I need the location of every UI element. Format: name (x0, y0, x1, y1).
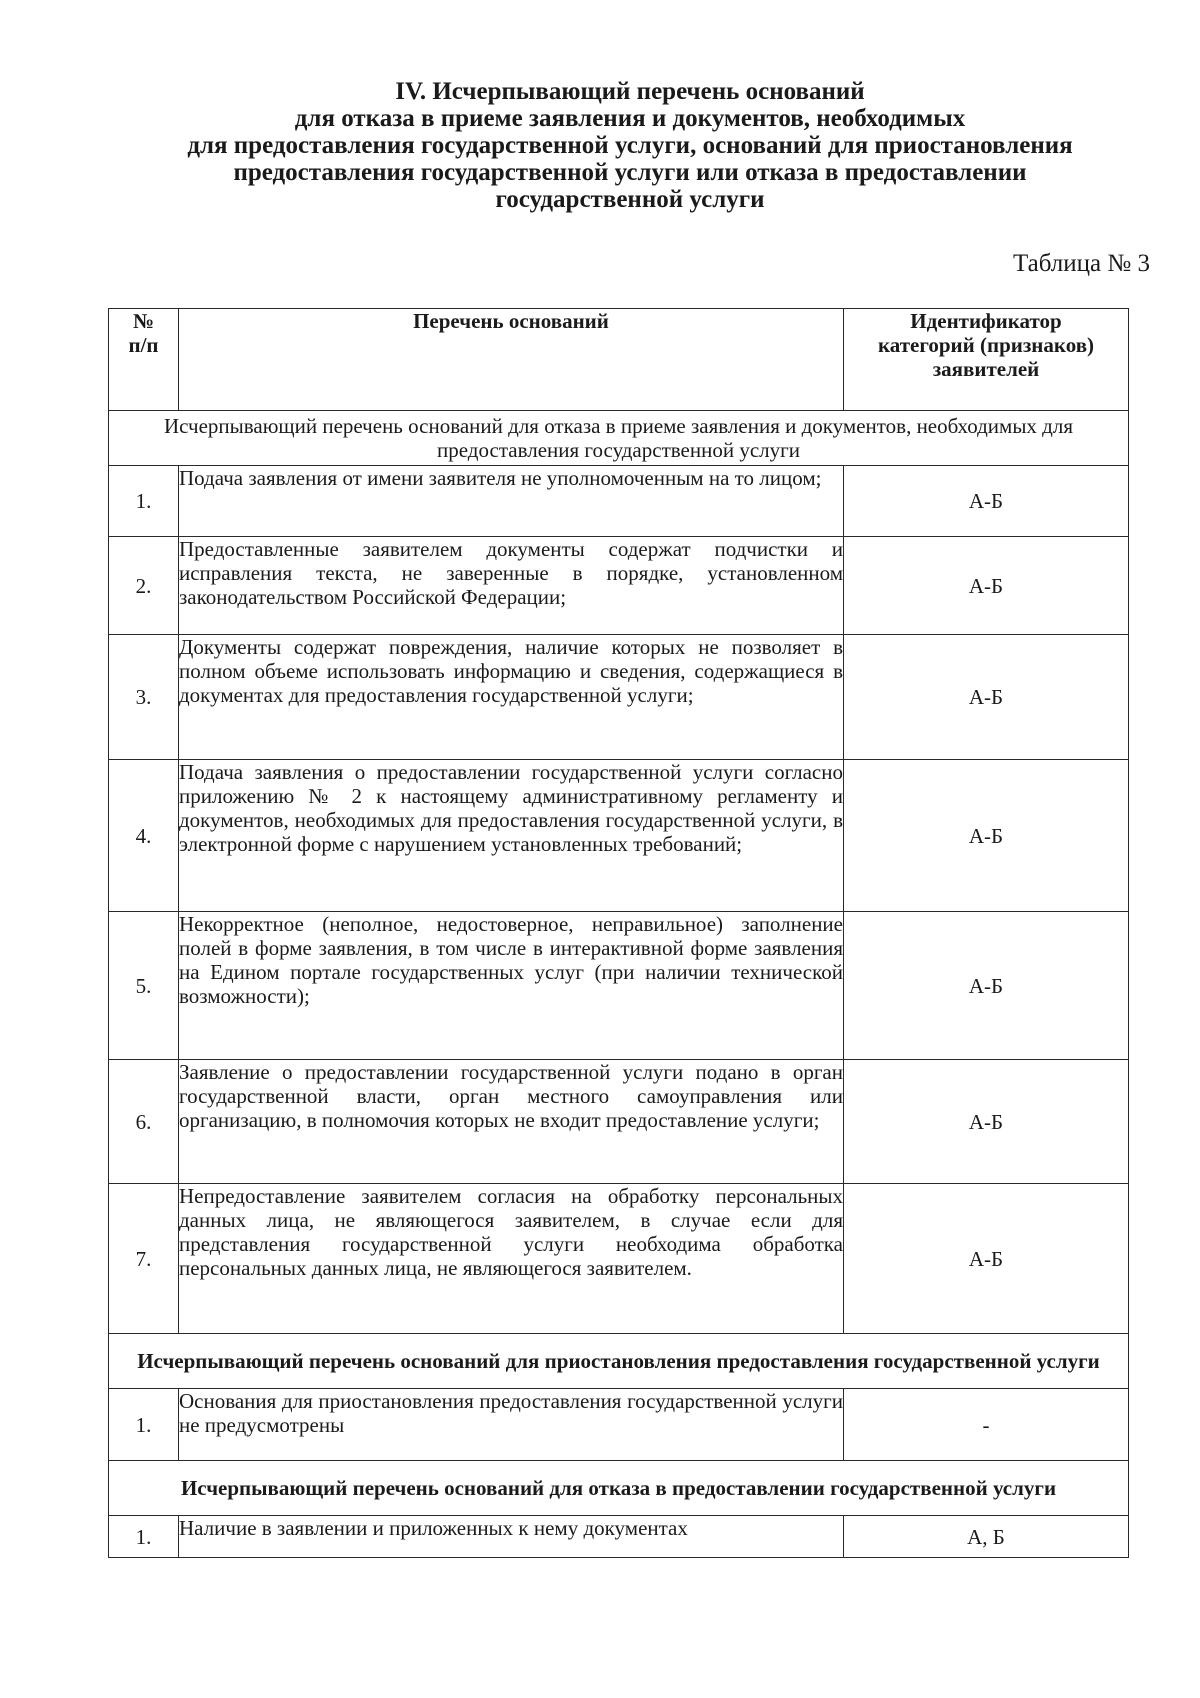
row-text: Непредоставление заявителем согласия на обработку персональных данных лица, не являющегося заявителем, в случае если для представления государственной услуги необходима обработка персональных данных лица, не являющегося заявителем. (179, 1184, 844, 1334)
row-category: А-Б (844, 760, 1129, 912)
row-text: Некорректное (неполное, недостоверное, неправильное) заполнение полей в форме заявления, в том числе в интерактивной форме заявления на Едином портале государственных услуг (при наличии технической возможности); (179, 912, 844, 1060)
section-title-refusal-acceptance: Исчерпывающий перечень оснований для отказа в приеме заявления и документов, необходимых для предоставления государственной услуги (109, 411, 1129, 466)
row-category: А-Б (844, 466, 1129, 537)
table-row (109, 1516, 1129, 1558)
row-number: 4. (109, 760, 179, 912)
section-title-suspension: Исчерпывающий перечень оснований для приостановления предоставления государственной услуги (109, 1334, 1129, 1389)
table-caption: Таблица № 3 (1012, 250, 1150, 277)
row-category: А-Б (844, 537, 1129, 635)
row-category: А-Б (844, 1184, 1129, 1334)
row-text: Предоставленные заявителем документы содержат подчистки и исправления текста, не заверенные в порядке, установленном законодательством Российской Федерации; (179, 537, 844, 635)
table-row (109, 1060, 1129, 1184)
row-number: 2. (109, 537, 179, 635)
table-row (109, 466, 1129, 537)
heading-line: IV. Исчерпывающий перечень оснований (395, 78, 865, 105)
row-category: А-Б (844, 912, 1129, 1060)
row-number: 6. (109, 1060, 179, 1184)
table-row (109, 1184, 1129, 1334)
row-number: 1. (109, 1389, 179, 1461)
table-row (109, 912, 1129, 1060)
header-category-id: Идентификатор категорий (признаков) заявителей (844, 309, 1129, 411)
row-number: 1. (109, 466, 179, 537)
section-row (109, 1334, 1129, 1389)
row-category: А-Б (844, 1060, 1129, 1184)
table-header-row (109, 309, 1129, 411)
table-row (109, 1389, 1129, 1461)
heading-line: для предоставления государственной услуги, оснований для приостановления (187, 132, 1073, 159)
row-text: Документы содержат повреждения, наличие которых не позволяет в полном объеме использовать информацию и сведения, содержащиеся в документах для предоставления государственной услуги; (179, 635, 844, 760)
row-number: 3. (109, 635, 179, 760)
header-number: № п/п (109, 309, 179, 411)
row-text: Подача заявления от имени заявителя не уполномоченным на то лицом; (179, 466, 844, 537)
row-number: 5. (109, 912, 179, 1060)
row-category: А-Б (844, 635, 1129, 760)
grounds-table (108, 308, 1129, 1558)
header-grounds-list: Перечень оснований (179, 309, 844, 411)
row-number: 1. (109, 1516, 179, 1558)
table-row (109, 537, 1129, 635)
row-category: А, Б (844, 1516, 1129, 1558)
heading-line: государственной услуги (495, 186, 765, 213)
row-category: - (844, 1389, 1129, 1461)
section-heading (110, 78, 1150, 213)
row-text: Основания для приостановления предоставления государственной услуги не предусмотрены (179, 1389, 844, 1461)
row-text: Заявление о предоставлении государственной услуги подано в орган государственной власти, орган местного самоуправления или организацию, в полномочия которых не входит предоставление услуги; (179, 1060, 844, 1184)
table-row (109, 760, 1129, 912)
row-text: Наличие в заявлении и приложенных к нему документах (179, 1516, 844, 1558)
heading-line: предоставления государственной услуги или отказа в предоставлении (233, 159, 1027, 186)
row-text: Подача заявления о предоставлении государственной услуги согласно приложению № 2 к настоящему административному регламенту и документов, необходимых для предоставления государственной услуги, в электронной форме с нарушением установленных требований; (179, 760, 844, 912)
section-row (109, 1461, 1129, 1516)
row-number: 7. (109, 1184, 179, 1334)
section-row (109, 411, 1129, 466)
heading-line: для отказа в приеме заявления и документов, необходимых (294, 105, 966, 132)
section-title-refusal-service: Исчерпывающий перечень оснований для отказа в предоставлении государственной услуги (109, 1461, 1129, 1516)
table-row (109, 635, 1129, 760)
